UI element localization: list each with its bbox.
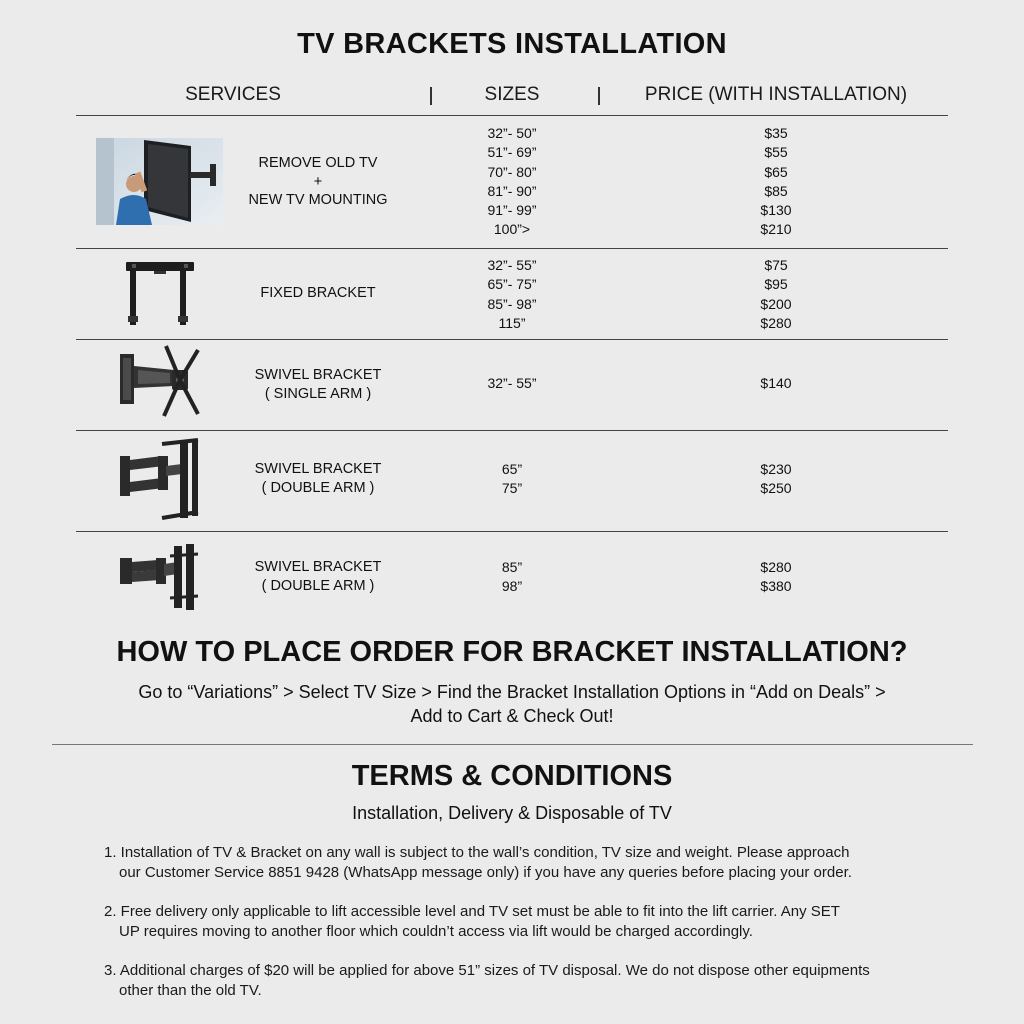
sizes-list: [452, 558, 572, 597]
size-value: 91”- 99”: [487, 202, 537, 219]
service-label: ( DOUBLE ARM ): [261, 479, 375, 496]
price-value: $55: [764, 144, 788, 161]
size-value: 70”- 80”: [487, 163, 537, 180]
sizes-list: [452, 460, 572, 499]
instruction-line: Add to Cart & Check Out!: [410, 706, 614, 726]
price-value: $65: [764, 163, 788, 180]
prices-list: [716, 558, 836, 597]
prices-list: [716, 256, 836, 333]
size-value: 85”: [501, 559, 523, 575]
service-label: FIXED BRACKET: [260, 285, 376, 301]
how-to-order-instructions: [0, 680, 1024, 728]
price-value: $140: [760, 375, 792, 391]
terms-title: TERMS & CONDITIONS: [351, 760, 673, 792]
price-value: $75: [764, 257, 788, 273]
price-value: $35: [764, 125, 788, 141]
service-label: ( DOUBLE ARM ): [261, 577, 375, 594]
sizes-list: [452, 374, 572, 393]
instruction-line: Go to “Variations” > Select TV Size > Find the Bracket Installation Options in “Add on Deals” >: [138, 682, 886, 702]
terms-item: [104, 843, 954, 882]
price-value: $280: [760, 314, 792, 331]
section-divider: [52, 744, 973, 745]
size-value: 81”- 90”: [487, 182, 537, 199]
page-title: TV BRACKETS INSTALLATION: [297, 28, 727, 60]
service-label: ( SINGLE ARM ): [264, 385, 372, 402]
size-value: 32”- 55”: [487, 375, 537, 391]
service-remove-and-mount: [228, 154, 408, 210]
service-fixed-bracket: [228, 284, 408, 303]
sizes-header: SIZES: [484, 84, 540, 105]
prices-list: [716, 460, 836, 499]
fixed-bracket-icon: [124, 258, 196, 328]
service-label: +: [313, 173, 323, 190]
price-header: PRICE (WITH INSTALLATION): [644, 84, 908, 105]
table-header-divider: [76, 115, 948, 116]
terms-line: UP requires moving to another floor which couldn’t access via lift would be charged accordingly.: [119, 922, 753, 940]
price-value: $210: [760, 221, 792, 238]
swivel-double-arm-large-bracket-icon: [118, 542, 202, 612]
size-value: 75”: [501, 480, 523, 497]
size-value: 100”>: [493, 221, 531, 238]
size-value: 85”- 98”: [487, 295, 537, 312]
row-divider: [76, 339, 948, 340]
service-label: REMOVE OLD TV: [258, 155, 378, 171]
service-swivel-double-large: [228, 558, 408, 595]
size-value: 65”: [501, 461, 523, 477]
header-divider: [598, 87, 600, 105]
terms-subtitle: Installation, Delivery & Disposable of TV: [352, 803, 672, 823]
person-mounting-tv-photo: [96, 138, 223, 225]
size-value: 51”- 69”: [487, 144, 537, 161]
services-header: SERVICES: [185, 84, 281, 105]
terms-line: other than the old TV.: [119, 981, 262, 999]
service-label: SWIVEL BRACKET: [254, 461, 382, 477]
sizes-list: [452, 124, 572, 240]
terms-item: [104, 902, 954, 941]
swivel-single-arm-bracket-icon: [118, 344, 202, 420]
service-label: SWIVEL BRACKET: [254, 367, 382, 383]
service-swivel-single: [228, 366, 408, 403]
prices-list: [716, 374, 836, 393]
row-divider: [76, 430, 948, 431]
service-label: SWIVEL BRACKET: [254, 559, 382, 575]
size-value: 32”- 55”: [487, 257, 537, 273]
terms-line: 2. Free delivery only applicable to lift accessible level and TV set must be able to fit into the lift carrier. Any SET: [104, 903, 840, 920]
prices-list: [716, 124, 836, 240]
price-value: $85: [764, 182, 788, 199]
terms-item: [104, 961, 954, 1000]
terms-line: 3. Additional charges of $20 will be applied for above 51” sizes of TV disposal. We do not dispose other equipments: [104, 962, 870, 979]
price-value: $250: [760, 480, 792, 497]
size-value: 65”- 75”: [487, 276, 537, 293]
size-value: 98”: [501, 578, 523, 595]
size-value: 115”: [498, 314, 526, 331]
price-value: $95: [764, 276, 788, 293]
terms-line: our Customer Service 8851 9428 (WhatsApp message only) if you have any queries before placing your order.: [119, 863, 852, 881]
row-divider: [76, 531, 948, 532]
size-value: 32”- 50”: [487, 125, 537, 141]
service-label: NEW TV MOUNTING: [248, 192, 388, 208]
sizes-list: [452, 256, 572, 333]
swivel-double-arm-bracket-icon: [118, 438, 202, 522]
price-value: $200: [760, 295, 792, 312]
terms-line: 1. Installation of TV & Bracket on any wall is subject to the wall’s condition, TV size and weight. Please approach: [104, 844, 850, 861]
price-value: $280: [760, 559, 792, 575]
header-divider: [430, 87, 432, 105]
price-value: $380: [760, 578, 792, 595]
price-value: $130: [760, 202, 792, 219]
row-divider: [76, 248, 948, 249]
how-to-order-title: HOW TO PLACE ORDER FOR BRACKET INSTALLATION?: [116, 636, 908, 668]
service-swivel-double: [228, 460, 408, 497]
price-value: $230: [760, 461, 792, 477]
